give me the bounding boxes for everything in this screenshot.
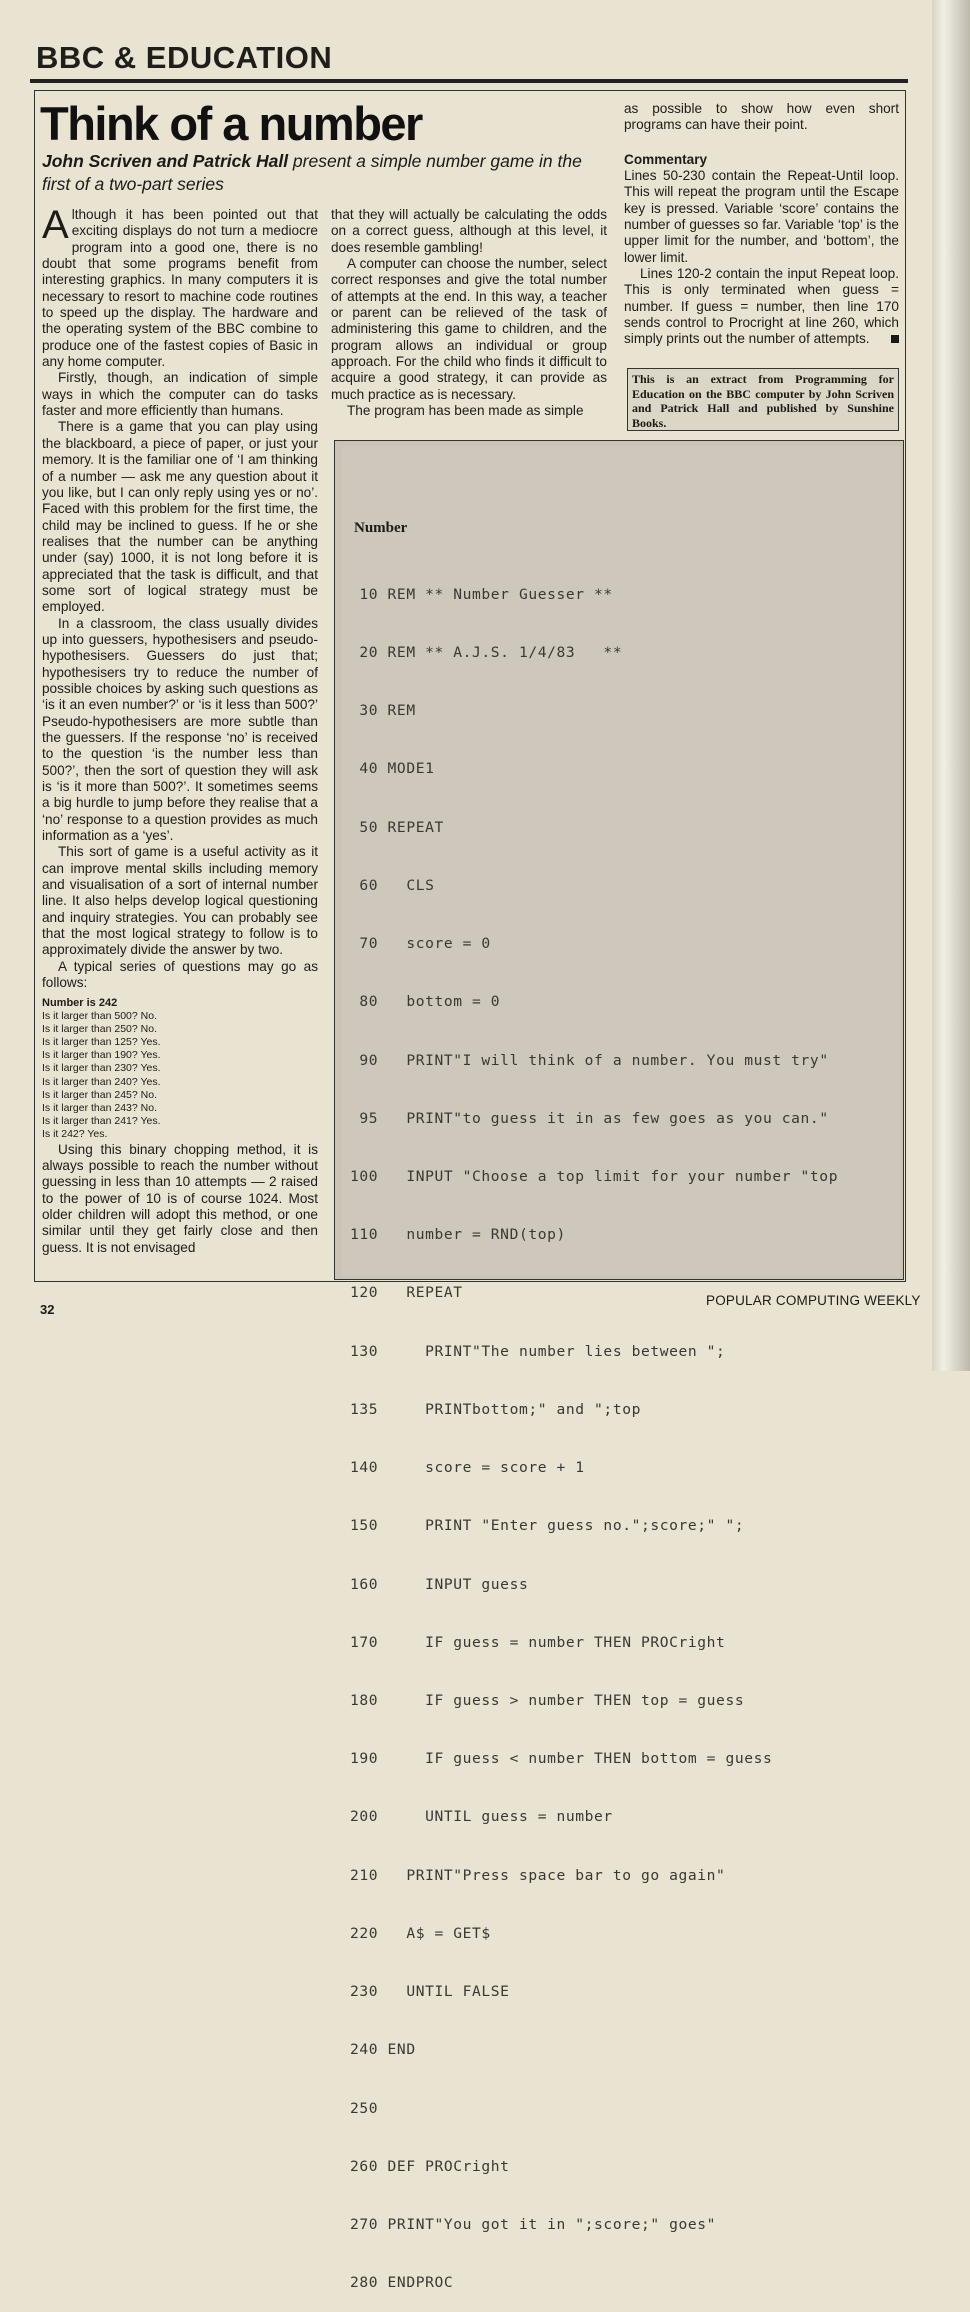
code-line: 30 REM bbox=[350, 702, 416, 720]
qa-heading: Number is 242 bbox=[42, 996, 118, 1009]
credit-box: This is an extract from Programming for Education on the BBC computer by John Scriven and Patrick Hall and published by Sunshine Books. bbox=[627, 368, 899, 431]
qa-item: Is it larger than 243? No. bbox=[42, 1101, 157, 1114]
article-title: Think of a number bbox=[40, 97, 422, 150]
paragraph: The program has been made as simple bbox=[347, 403, 584, 419]
qa-item: Is it larger than 190? Yes. bbox=[42, 1049, 161, 1062]
code-line: 110 number = RND(top) bbox=[350, 1226, 566, 1244]
page-edge bbox=[932, 0, 970, 1371]
code-line: 80 bottom = 0 bbox=[350, 993, 501, 1011]
code-line: 170 IF guess = number THEN PROCright bbox=[350, 1633, 726, 1651]
code-line: 150 PRINT "Enter guess no.";score;" "; bbox=[350, 1517, 745, 1535]
code-line: 50 REPEAT bbox=[350, 818, 444, 836]
byline-authors: John Scriven and Patrick Hall bbox=[42, 151, 289, 171]
listing-title: Number bbox=[354, 520, 408, 536]
paragraph: A computer can choose the number, select correct responses and give the total number of attempts at the end. In this way, a teacher or parent can be relieved of the task of administering this game to children, and the program allows an individual or group approach. For the child who finds it difficult to acquire a good strategy, it can provide as much practice as is necessary. bbox=[331, 256, 607, 402]
commentary-heading: Commentary bbox=[624, 151, 708, 167]
code-line: 90 PRINT"I will think of a number. You must try" bbox=[350, 1051, 829, 1069]
program-listing bbox=[350, 546, 895, 2312]
paragraph: Firstly, though, an indication of simple ways in which the computer can do tasks faster and more efficiently than humans. bbox=[42, 370, 318, 419]
code-line: 260 DEF PROCright bbox=[350, 2157, 510, 2175]
code-line: 20 REM ** A.J.S. 1/4/83 ** bbox=[350, 644, 623, 662]
code-line: 210 PRINT"Press space bar to go again" bbox=[350, 1866, 726, 1884]
qa-list bbox=[42, 1010, 318, 1142]
qa-item: Is it larger than 500? No. bbox=[42, 1009, 157, 1022]
code-line: 200 UNTIL guess = number bbox=[350, 1808, 613, 1826]
code-line: 70 score = 0 bbox=[350, 935, 491, 953]
qa-item: Is it larger than 250? No. bbox=[42, 1022, 157, 1035]
code-line: 190 IF guess < number THEN bottom = guess bbox=[350, 1750, 773, 1768]
paragraph: as possible to show how even short programs can have their point. bbox=[624, 101, 899, 133]
qa-item: Is it larger than 125? Yes. bbox=[42, 1035, 161, 1048]
qa-item: Is it larger than 230? Yes. bbox=[42, 1062, 161, 1075]
header-rule bbox=[30, 79, 908, 83]
byline bbox=[42, 150, 612, 196]
qa-item: Is it larger than 245? No. bbox=[42, 1088, 157, 1101]
page-number: 32 bbox=[40, 1302, 55, 1317]
qa-item: Is it larger than 240? Yes. bbox=[42, 1075, 161, 1088]
code-line: 220 A$ = GET$ bbox=[350, 1924, 491, 1942]
paragraph-text: lthough it has been pointed out that exciting displays do not turn a mediocre program into a good one, there is no doubt that some programs benefit from interesting graphics. In many computers it is necessary to resort to machine code routines to speed up the display. The hardware and the operating system of the BBC combine to produce one of the fastest copies of Basic in any home computer. bbox=[42, 207, 318, 370]
code-line: 180 IF guess > number THEN top = guess bbox=[350, 1691, 745, 1709]
paragraph: Using this binary chopping method, it is always possible to reach the number without guessing in less than 10 attempts — 2 raised to the power of 10 is of course 1024. Most older children will adopt this method, or one similar until they get fairly close and then guess. It is not envisaged bbox=[42, 1141, 318, 1255]
paragraph: A typical series of questions may go as follows: bbox=[42, 958, 318, 991]
paragraph: that they will actually be calculating the odds on a correct guess, although at this level, it does resemble gambling! bbox=[331, 207, 607, 255]
drop-cap: A bbox=[42, 203, 69, 247]
code-line: 135 PRINTbottom;" and ";top bbox=[350, 1400, 641, 1418]
paragraph: In a classroom, the class usually divides up into guessers, hypothesisers and pseudo-hypothesisers. Guessers do just that; hypothesisers try to reduce the number of possible choices by asking such questions as ‘is it an even number?’ or ‘is it less than 500?’ Pseudo-hypothesisers are more subtle than the guessers. If the response ‘no’ is received to the question ‘is the number less than 500?’, then the sort of question they will ask is ‘is it more than 500?’. It sometimes seems a big hurdle to jump before they realise that a ‘no’ response to a question provides as much information as a ‘yes’. bbox=[42, 615, 318, 844]
qa-item: Is it 242? Yes. bbox=[42, 1128, 108, 1141]
code-line: 130 PRINT"The number lies between "; bbox=[350, 1342, 726, 1360]
byline-rest: present a simple number game in the first of a two-part series bbox=[42, 151, 582, 194]
paragraph-text: Lines 120-2 contain the input Repeat loop. This is only terminated when guess = number. If guess = number, then line 170 sends control to Procright at line 260, which simply prints out the number of attempts. bbox=[624, 266, 899, 347]
paragraph: This sort of game is a useful activity as it can improve mental skills including memory and visualisation of a sort of internal number line. It also helps develop logical questioning and inquiry strategies. You can probably see that the most logical strategy to follow is to approximately divide the answer by two. bbox=[42, 844, 318, 958]
code-line: 270 PRINT"You got it in ";score;" goes" bbox=[350, 2215, 717, 2233]
code-line: 10 REM ** Number Guesser ** bbox=[350, 585, 613, 603]
paragraph bbox=[42, 203, 318, 370]
code-line: 160 INPUT guess bbox=[350, 1575, 529, 1593]
code-line: 240 END bbox=[350, 2041, 416, 2059]
code-line: 120 REPEAT bbox=[350, 1284, 463, 1302]
code-line: 280 ENDPROC bbox=[350, 2274, 454, 2292]
code-line: 95 PRINT"to guess it in as few goes as you can." bbox=[350, 1109, 829, 1127]
magazine-name: POPULAR COMPUTING WEEKLY bbox=[706, 1293, 921, 1308]
code-line: 40 MODE1 bbox=[350, 760, 435, 778]
column-1 bbox=[42, 203, 318, 1256]
code-line: 250 bbox=[350, 2099, 379, 2117]
code-line: 100 INPUT "Choose a top limit for your number "top bbox=[350, 1168, 839, 1185]
code-line: 60 CLS bbox=[350, 876, 435, 894]
end-mark bbox=[891, 335, 899, 343]
paragraph bbox=[624, 266, 899, 348]
section-header: BBC & EDUCATION bbox=[36, 40, 333, 75]
column-3 bbox=[624, 101, 899, 348]
paragraph: There is a game that you can play using the blackboard, a piece of paper, or just your memory. It is the familiar one of ‘I am thinking of a number — ask me any question about it you like, but I can only reply using yes or no’. Faced with this problem for the first time, the child may be inclined to guess. If he or she realises that the number can be anything under (say) 1000, it is not long before it is appreciated that the task is difficult, and that some sort of logical strategy must be employed. bbox=[42, 419, 318, 615]
paragraph: Lines 50-230 contain the Repeat-Until loop. This will repeat the program until the Escape key is pressed. Variable ‘score’ contains the number of guesses so far. Variable ‘top’ is the upper limit for the number, and ‘bottom’, the lower limit. bbox=[624, 168, 899, 265]
code-line: 230 UNTIL FALSE bbox=[350, 1983, 510, 2001]
qa-item: Is it larger than 241? Yes. bbox=[42, 1115, 161, 1128]
code-line: 140 score = score + 1 bbox=[350, 1459, 585, 1477]
column-2 bbox=[331, 207, 607, 419]
